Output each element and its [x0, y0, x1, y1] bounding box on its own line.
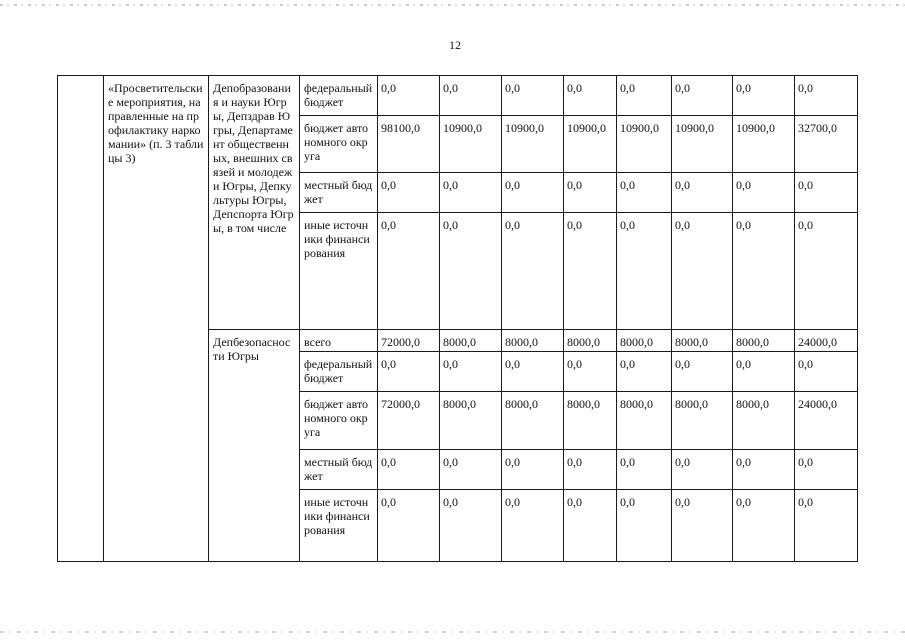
- amount-cell: 0,0: [617, 450, 672, 490]
- funding-source-cell: бюджет автономного округа: [300, 116, 378, 173]
- row-number-cell: [58, 76, 104, 562]
- amount-cell: 0,0: [795, 352, 858, 392]
- amount-cell: 8000,0: [564, 330, 617, 352]
- amount-cell: 8000,0: [502, 392, 564, 450]
- amount-cell: 10900,0: [617, 116, 672, 173]
- amount-cell: 32700,0: [795, 116, 858, 173]
- amount-cell: 0,0: [440, 490, 502, 562]
- amount-cell: 0,0: [672, 76, 733, 116]
- amount-cell: 0,0: [795, 213, 858, 330]
- amount-cell: 0,0: [733, 173, 795, 213]
- amount-cell: 10900,0: [733, 116, 795, 173]
- amount-cell: 8000,0: [617, 392, 672, 450]
- funding-source-cell: всего: [300, 330, 378, 352]
- scan-artifact-bottom: [0, 631, 905, 633]
- amount-cell: 0,0: [617, 173, 672, 213]
- amount-cell: 0,0: [733, 213, 795, 330]
- measure-name-cell: «Просветительские мероприятия, направленные на профилактику наркомании» (п. 3 таблицы 3): [104, 76, 209, 562]
- amount-cell: 0,0: [502, 352, 564, 392]
- amount-cell: 0,0: [564, 490, 617, 562]
- amount-cell: 0,0: [440, 450, 502, 490]
- amount-cell: 0,0: [733, 450, 795, 490]
- amount-cell: 0,0: [733, 352, 795, 392]
- amount-cell: 72000,0: [378, 330, 440, 352]
- amount-cell: 8000,0: [502, 330, 564, 352]
- amount-cell: 0,0: [378, 352, 440, 392]
- amount-cell: 0,0: [502, 450, 564, 490]
- amount-cell: 0,0: [795, 490, 858, 562]
- amount-cell: 0,0: [672, 450, 733, 490]
- amount-cell: 8000,0: [733, 392, 795, 450]
- amount-cell: 0,0: [672, 173, 733, 213]
- funding-source-cell: бюджет автономного округа: [300, 392, 378, 450]
- amount-cell: 0,0: [440, 352, 502, 392]
- amount-cell: 8000,0: [440, 330, 502, 352]
- funding-source-cell: иные источники финансирования: [300, 213, 378, 330]
- amount-cell: 24000,0: [795, 330, 858, 352]
- amount-cell: 0,0: [564, 352, 617, 392]
- page-number: 12: [449, 38, 461, 52]
- amount-cell: 0,0: [564, 76, 617, 116]
- amount-cell: 0,0: [440, 76, 502, 116]
- amount-cell: 0,0: [378, 76, 440, 116]
- amount-cell: 10900,0: [502, 116, 564, 173]
- amount-cell: 0,0: [440, 213, 502, 330]
- executor-cell: Депбезопасности Югры: [209, 330, 300, 562]
- amount-cell: 0,0: [564, 213, 617, 330]
- amount-cell: 0,0: [617, 76, 672, 116]
- amount-cell: 8000,0: [672, 392, 733, 450]
- amount-cell: 0,0: [440, 173, 502, 213]
- amount-cell: 0,0: [733, 490, 795, 562]
- amount-cell: 0,0: [672, 490, 733, 562]
- amount-cell: 0,0: [672, 352, 733, 392]
- amount-cell: 10900,0: [564, 116, 617, 173]
- amount-cell: 0,0: [617, 352, 672, 392]
- amount-cell: 0,0: [564, 450, 617, 490]
- amount-cell: 0,0: [378, 450, 440, 490]
- amount-cell: 0,0: [617, 213, 672, 330]
- funding-source-cell: местный бюджет: [300, 450, 378, 490]
- funding-source-cell: иные источники финансирования: [300, 490, 378, 562]
- amount-cell: 0,0: [795, 173, 858, 213]
- amount-cell: 8000,0: [440, 392, 502, 450]
- funding-source-cell: федеральный бюджет: [300, 352, 378, 392]
- amount-cell: 0,0: [378, 213, 440, 330]
- amount-cell: 10900,0: [440, 116, 502, 173]
- executor-cell: Депобразования и науки Югры, Депздрав Югры, Департамент общественных, внешних связей и молодежи Югры, Депкультуры Югры, Депспорта Югры, в том числе: [209, 76, 300, 330]
- amount-cell: 10900,0: [672, 116, 733, 173]
- amount-cell: 0,0: [502, 173, 564, 213]
- amount-cell: 0,0: [502, 213, 564, 330]
- amount-cell: 0,0: [502, 490, 564, 562]
- table-row: [58, 76, 858, 116]
- amount-cell: 8000,0: [672, 330, 733, 352]
- amount-cell: 8000,0: [733, 330, 795, 352]
- amount-cell: 0,0: [378, 173, 440, 213]
- amount-cell: 0,0: [617, 490, 672, 562]
- amount-cell: 72000,0: [378, 392, 440, 450]
- amount-cell: 0,0: [733, 76, 795, 116]
- amount-cell: 0,0: [795, 76, 858, 116]
- amount-cell: 0,0: [502, 76, 564, 116]
- funding-source-cell: федеральный бюджет: [300, 76, 378, 116]
- scan-artifact-top: [0, 4, 905, 6]
- amount-cell: 8000,0: [564, 392, 617, 450]
- funding-source-cell: местный бюджет: [300, 173, 378, 213]
- amount-cell: 0,0: [378, 490, 440, 562]
- amount-cell: 8000,0: [617, 330, 672, 352]
- amount-cell: 0,0: [564, 173, 617, 213]
- funding-table: [57, 75, 858, 562]
- amount-cell: 24000,0: [795, 392, 858, 450]
- amount-cell: 98100,0: [378, 116, 440, 173]
- amount-cell: 0,0: [795, 450, 858, 490]
- amount-cell: 0,0: [672, 213, 733, 330]
